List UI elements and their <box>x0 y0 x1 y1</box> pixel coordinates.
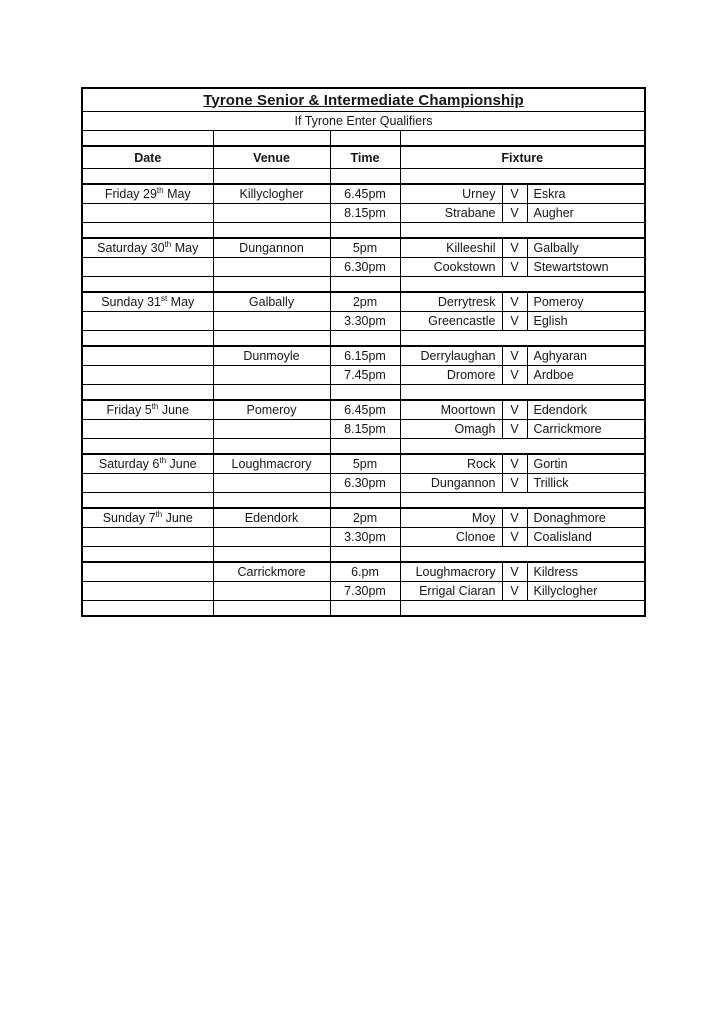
versus-cell: V <box>502 312 527 331</box>
venue-cell <box>213 474 330 493</box>
time-cell: 8.15pm <box>330 204 400 223</box>
match-row <box>82 420 645 439</box>
venue-cell: Dungannon <box>213 238 330 258</box>
versus-cell: V <box>502 528 527 547</box>
date-month: June <box>162 511 193 525</box>
home-team-cell: Errigal Ciaran <box>400 582 502 601</box>
match-row <box>82 454 645 474</box>
empty-cell <box>213 169 330 185</box>
time-cell: 6.45pm <box>330 400 400 420</box>
empty-cell <box>82 547 213 563</box>
empty-cell <box>82 223 213 239</box>
away-team-cell: Stewartstown <box>527 258 645 277</box>
empty-cell <box>400 331 645 347</box>
empty-cell <box>213 601 330 617</box>
date-cell <box>82 528 213 547</box>
empty-cell <box>82 277 213 293</box>
away-team-cell: Edendork <box>527 400 645 420</box>
match-row <box>82 400 645 420</box>
venue-cell: Edendork <box>213 508 330 528</box>
versus-cell: V <box>502 184 527 204</box>
empty-cell <box>213 131 330 147</box>
spacer-row <box>82 169 645 185</box>
date-month: May <box>171 241 199 255</box>
home-team-cell: Omagh <box>400 420 502 439</box>
empty-cell <box>213 277 330 293</box>
empty-cell <box>330 223 400 239</box>
home-team-cell: Derrytresk <box>400 292 502 312</box>
empty-cell <box>330 131 400 147</box>
match-row <box>82 184 645 204</box>
date-ordinal: th <box>155 509 163 519</box>
empty-cell <box>330 277 400 293</box>
venue-cell <box>213 312 330 331</box>
date-text: Friday 5 <box>106 403 152 417</box>
home-team-cell: Dungannon <box>400 474 502 493</box>
fixtures-table <box>81 87 646 617</box>
spacer-row <box>82 131 645 147</box>
away-team-cell: Kildress <box>527 562 645 582</box>
away-team-cell: Carrickmore <box>527 420 645 439</box>
empty-cell <box>82 601 213 617</box>
time-cell: 6.15pm <box>330 346 400 366</box>
empty-cell <box>330 439 400 455</box>
date-text: Sunday 7 <box>102 511 156 525</box>
empty-cell <box>82 493 213 509</box>
separator-row <box>82 439 645 455</box>
time-cell: 8.15pm <box>330 420 400 439</box>
time-cell: 2pm <box>330 508 400 528</box>
versus-cell: V <box>502 346 527 366</box>
date-cell <box>82 420 213 439</box>
separator-row <box>82 277 645 293</box>
date-month: May <box>163 187 191 201</box>
time-cell: 7.30pm <box>330 582 400 601</box>
venue-cell: Dunmoyle <box>213 346 330 366</box>
date-cell <box>82 258 213 277</box>
versus-cell: V <box>502 238 527 258</box>
home-team-cell: Moortown <box>400 400 502 420</box>
separator-row <box>82 331 645 347</box>
venue-cell <box>213 258 330 277</box>
versus-cell: V <box>502 366 527 385</box>
time-cell: 5pm <box>330 238 400 258</box>
separator-row <box>82 547 645 563</box>
column-header-fixture: Fixture <box>400 146 645 169</box>
versus-cell: V <box>502 258 527 277</box>
home-team-cell: Killeeshil <box>400 238 502 258</box>
date-month: May <box>167 295 195 309</box>
separator-row <box>82 601 645 617</box>
match-row <box>82 582 645 601</box>
away-team-cell: Aghyaran <box>527 346 645 366</box>
away-team-cell: Galbally <box>527 238 645 258</box>
empty-cell <box>213 223 330 239</box>
time-cell: 6.pm <box>330 562 400 582</box>
home-team-cell: Dromore <box>400 366 502 385</box>
separator-row <box>82 223 645 239</box>
empty-cell <box>330 385 400 401</box>
empty-cell <box>213 439 330 455</box>
separator-row <box>82 385 645 401</box>
empty-cell <box>330 169 400 185</box>
venue-cell <box>213 366 330 385</box>
empty-cell <box>82 385 213 401</box>
match-row <box>82 528 645 547</box>
date-ordinal: th <box>164 239 172 249</box>
away-team-cell: Gortin <box>527 454 645 474</box>
match-row <box>82 508 645 528</box>
away-team-cell: Augher <box>527 204 645 223</box>
separator-row <box>82 493 645 509</box>
date-cell <box>82 292 213 312</box>
home-team-cell: Cookstown <box>400 258 502 277</box>
time-cell: 7.45pm <box>330 366 400 385</box>
empty-cell <box>400 547 645 563</box>
empty-cell <box>213 331 330 347</box>
match-row <box>82 204 645 223</box>
date-cell <box>82 562 213 582</box>
match-row <box>82 562 645 582</box>
page-title: Tyrone Senior & Intermediate Championship <box>203 91 524 109</box>
date-ordinal: th <box>159 455 167 465</box>
date-ordinal: st <box>160 293 168 303</box>
subtitle-row <box>82 112 645 131</box>
date-month: June <box>158 403 189 417</box>
venue-cell <box>213 582 330 601</box>
date-text: Saturday 30 <box>97 241 165 255</box>
date-month: June <box>166 457 197 471</box>
date-cell <box>82 346 213 366</box>
versus-cell: V <box>502 204 527 223</box>
date-text: Friday 29 <box>104 187 157 201</box>
away-team-cell: Donaghmore <box>527 508 645 528</box>
date-cell <box>82 454 213 474</box>
venue-cell: Carrickmore <box>213 562 330 582</box>
title-row <box>82 88 645 112</box>
venue-cell <box>213 420 330 439</box>
match-row <box>82 366 645 385</box>
venue-cell: Galbally <box>213 292 330 312</box>
versus-cell: V <box>502 292 527 312</box>
time-cell: 6.30pm <box>330 474 400 493</box>
page-subtitle: If Tyrone Enter Qualifiers <box>82 112 645 131</box>
date-cell <box>82 474 213 493</box>
date-ordinal: th <box>151 401 159 411</box>
column-header-row <box>82 146 645 169</box>
versus-cell: V <box>502 454 527 474</box>
venue-cell <box>213 204 330 223</box>
versus-cell: V <box>502 508 527 528</box>
column-header-venue: Venue <box>213 146 330 169</box>
home-team-cell: Loughmacrory <box>400 562 502 582</box>
date-text: Sunday 31 <box>101 295 161 309</box>
home-team-cell: Derrylaughan <box>400 346 502 366</box>
venue-cell <box>213 528 330 547</box>
time-cell: 3.30pm <box>330 528 400 547</box>
match-row <box>82 292 645 312</box>
away-team-cell: Killyclogher <box>527 582 645 601</box>
match-row <box>82 238 645 258</box>
date-cell <box>82 582 213 601</box>
away-team-cell: Trillick <box>527 474 645 493</box>
column-header-time: Time <box>330 146 400 169</box>
date-cell <box>82 400 213 420</box>
away-team-cell: Eglish <box>527 312 645 331</box>
empty-cell <box>400 601 645 617</box>
versus-cell: V <box>502 420 527 439</box>
match-row <box>82 474 645 493</box>
home-team-cell: Greencastle <box>400 312 502 331</box>
empty-cell <box>213 385 330 401</box>
empty-cell <box>82 439 213 455</box>
versus-cell: V <box>502 400 527 420</box>
empty-cell <box>400 131 645 147</box>
date-cell <box>82 508 213 528</box>
empty-cell <box>400 169 645 185</box>
time-cell: 5pm <box>330 454 400 474</box>
empty-cell <box>400 493 645 509</box>
empty-cell <box>400 439 645 455</box>
empty-cell <box>400 277 645 293</box>
venue-cell: Killyclogher <box>213 184 330 204</box>
empty-cell <box>82 131 213 147</box>
time-cell: 6.45pm <box>330 184 400 204</box>
empty-cell <box>82 169 213 185</box>
time-cell: 3.30pm <box>330 312 400 331</box>
column-header-date: Date <box>82 146 213 169</box>
away-team-cell: Ardboe <box>527 366 645 385</box>
versus-cell: V <box>502 582 527 601</box>
empty-cell <box>213 493 330 509</box>
empty-cell <box>400 223 645 239</box>
versus-cell: V <box>502 562 527 582</box>
home-team-cell: Urney <box>400 184 502 204</box>
venue-cell: Pomeroy <box>213 400 330 420</box>
date-cell <box>82 312 213 331</box>
match-row <box>82 312 645 331</box>
versus-cell: V <box>502 474 527 493</box>
home-team-cell: Clonoe <box>400 528 502 547</box>
home-team-cell: Moy <box>400 508 502 528</box>
date-cell <box>82 204 213 223</box>
away-team-cell: Pomeroy <box>527 292 645 312</box>
date-cell <box>82 238 213 258</box>
date-text: Saturday 6 <box>98 457 160 471</box>
date-ordinal: th <box>156 185 164 195</box>
title-cell <box>82 88 645 112</box>
home-team-cell: Strabane <box>400 204 502 223</box>
empty-cell <box>330 493 400 509</box>
match-row <box>82 346 645 366</box>
empty-cell <box>82 331 213 347</box>
empty-cell <box>330 547 400 563</box>
empty-cell <box>330 331 400 347</box>
away-team-cell: Eskra <box>527 184 645 204</box>
match-row <box>82 258 645 277</box>
time-cell: 2pm <box>330 292 400 312</box>
venue-cell: Loughmacrory <box>213 454 330 474</box>
date-cell <box>82 184 213 204</box>
date-cell <box>82 366 213 385</box>
empty-cell <box>400 385 645 401</box>
home-team-cell: Rock <box>400 454 502 474</box>
empty-cell <box>330 601 400 617</box>
empty-cell <box>213 547 330 563</box>
time-cell: 6.30pm <box>330 258 400 277</box>
away-team-cell: Coalisland <box>527 528 645 547</box>
